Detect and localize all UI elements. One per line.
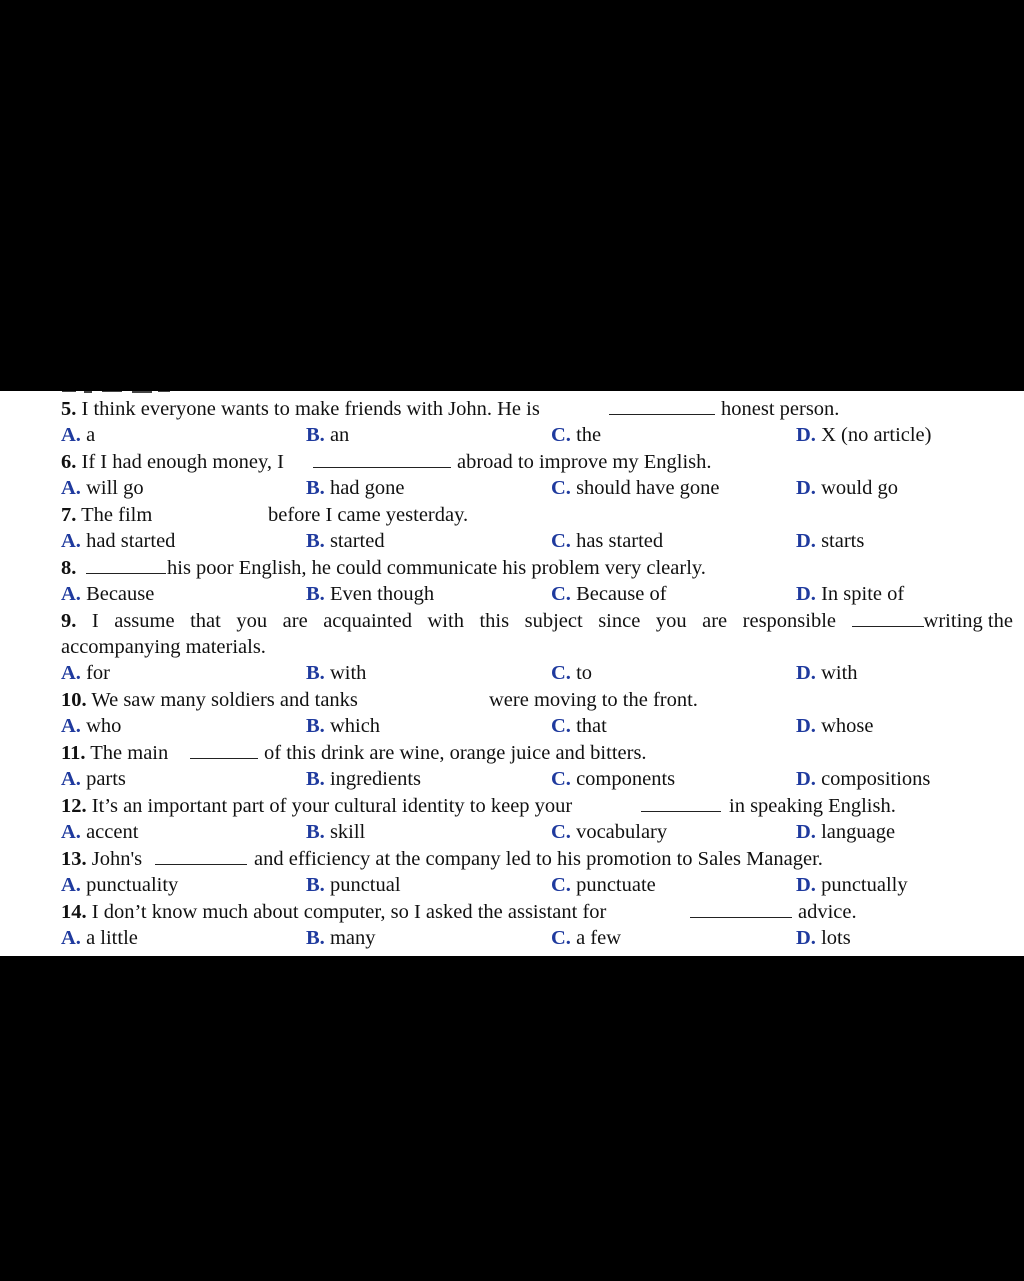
- options-9: [0, 660, 1024, 686]
- question-number: 9.: [61, 610, 77, 632]
- option-a[interactable]: A. a little: [61, 927, 138, 949]
- question-text: accompanying materials.: [61, 636, 266, 658]
- option-c[interactable]: C. to: [551, 662, 593, 684]
- option-d[interactable]: D. would go: [796, 477, 898, 499]
- question-text: The film: [81, 504, 153, 526]
- option-c[interactable]: C. that: [551, 715, 607, 737]
- option-b[interactable]: B. had gone: [306, 477, 405, 499]
- question-7: [0, 502, 1024, 528]
- question-number: 13.: [61, 848, 87, 870]
- options-12: [0, 819, 1024, 845]
- question-number: 7.: [61, 504, 77, 526]
- option-a[interactable]: A. Because: [61, 583, 155, 605]
- option-d[interactable]: D. compositions: [796, 768, 931, 790]
- option-d[interactable]: D. lots: [796, 927, 851, 949]
- option-a[interactable]: A. for: [61, 662, 110, 684]
- question-text: 9. I assume that you are acquainted with this subject since you are responsible writing the: [61, 610, 1013, 632]
- options-10: [0, 713, 1024, 739]
- answer-blank[interactable]: [155, 846, 247, 865]
- answer-blank[interactable]: [190, 740, 258, 759]
- question-text-end: his poor English, he could communicate his problem very clearly.: [167, 557, 706, 579]
- options-8: [0, 581, 1024, 607]
- option-c[interactable]: C. a few: [551, 927, 622, 949]
- option-c[interactable]: C. has started: [551, 530, 664, 552]
- option-b[interactable]: B. with: [306, 662, 367, 684]
- option-c[interactable]: C. should have gone: [551, 477, 720, 499]
- answer-blank[interactable]: [690, 899, 792, 918]
- options-14: [0, 925, 1024, 951]
- question-14: [0, 899, 1024, 925]
- option-c[interactable]: C. the: [551, 424, 602, 446]
- option-b[interactable]: B. ingredients: [306, 768, 422, 790]
- option-a[interactable]: A. had started: [61, 530, 176, 552]
- option-b[interactable]: B. started: [306, 530, 385, 552]
- question-number: 12.: [61, 795, 87, 817]
- cropped-text-remnant: [62, 391, 172, 393]
- question-number: 8.: [61, 557, 77, 579]
- option-d[interactable]: D. In spite of: [796, 583, 905, 605]
- question-text-end: before I came yesterday.: [268, 504, 469, 526]
- options-13: [0, 872, 1024, 898]
- question-text-end: in speaking English.: [729, 795, 896, 817]
- question-text: John's: [91, 848, 143, 870]
- option-a[interactable]: A. accent: [61, 821, 139, 843]
- option-b[interactable]: B. punctual: [306, 874, 401, 896]
- question-number: 10.: [61, 689, 87, 711]
- question-text-end: writing the: [923, 610, 1013, 632]
- option-c[interactable]: C. Because of: [551, 583, 667, 605]
- option-b[interactable]: B. many: [306, 927, 376, 949]
- option-a[interactable]: A. who: [61, 715, 122, 737]
- question-text-end: of this drink are wine, orange juice and bitters.: [264, 742, 647, 764]
- option-d[interactable]: D. X (no article): [796, 424, 932, 446]
- option-c[interactable]: C. components: [551, 768, 676, 790]
- question-text: The main: [90, 742, 169, 764]
- options-6: [0, 475, 1024, 501]
- answer-blank[interactable]: [852, 608, 924, 627]
- question-11: [0, 740, 1024, 766]
- question-text: It’s an important part of your cultural identity to keep your: [91, 795, 573, 817]
- question-text-end: honest person.: [721, 398, 840, 420]
- answer-blank[interactable]: [313, 449, 451, 468]
- option-d[interactable]: D. punctually: [796, 874, 908, 896]
- worksheet-page: [0, 391, 1024, 956]
- options-7: [0, 528, 1024, 554]
- option-d[interactable]: D. with: [796, 662, 858, 684]
- question-text-end: and efficiency at the company led to his promotion to Sales Manager.: [254, 848, 823, 870]
- answer-blank[interactable]: [609, 396, 715, 415]
- question-text-end: advice.: [798, 901, 857, 923]
- question-text: I think everyone wants to make friends with John. He is: [81, 398, 540, 420]
- question-text-end: were moving to the front.: [489, 689, 698, 711]
- option-a[interactable]: A. a: [61, 424, 96, 446]
- question-number: 6.: [61, 451, 77, 473]
- option-b[interactable]: B. skill: [306, 821, 366, 843]
- question-9: [0, 608, 1024, 634]
- option-c[interactable]: C. punctuate: [551, 874, 656, 896]
- options-11: [0, 766, 1024, 792]
- question-10: [0, 687, 1024, 713]
- question-8: [0, 555, 1024, 581]
- question-number: 5.: [61, 398, 77, 420]
- question-text: We saw many soldiers and tanks: [91, 689, 358, 711]
- option-d[interactable]: D. language: [796, 821, 896, 843]
- option-b[interactable]: B. an: [306, 424, 350, 446]
- question-6: [0, 449, 1024, 475]
- option-d[interactable]: D. starts: [796, 530, 865, 552]
- question-13: [0, 846, 1024, 872]
- option-c[interactable]: C. vocabulary: [551, 821, 668, 843]
- question-5: [0, 396, 1024, 422]
- question-number: 14.: [61, 901, 87, 923]
- question-text: If I had enough money, I: [81, 451, 284, 473]
- question-text: I don’t know much about computer, so I asked the assistant for: [91, 901, 607, 923]
- option-b[interactable]: B. which: [306, 715, 381, 737]
- option-a[interactable]: A. punctuality: [61, 874, 179, 896]
- option-d[interactable]: D. whose: [796, 715, 874, 737]
- options-5: [0, 422, 1024, 448]
- question-text-end: abroad to improve my English.: [457, 451, 712, 473]
- question-12: [0, 793, 1024, 819]
- question-9-continuation: [0, 634, 1024, 660]
- answer-blank[interactable]: [641, 793, 721, 812]
- option-a[interactable]: A. will go: [61, 477, 144, 499]
- question-number: 11.: [61, 742, 86, 764]
- answer-blank[interactable]: [86, 555, 166, 574]
- option-a[interactable]: A. parts: [61, 768, 126, 790]
- option-b[interactable]: B. Even though: [306, 583, 435, 605]
